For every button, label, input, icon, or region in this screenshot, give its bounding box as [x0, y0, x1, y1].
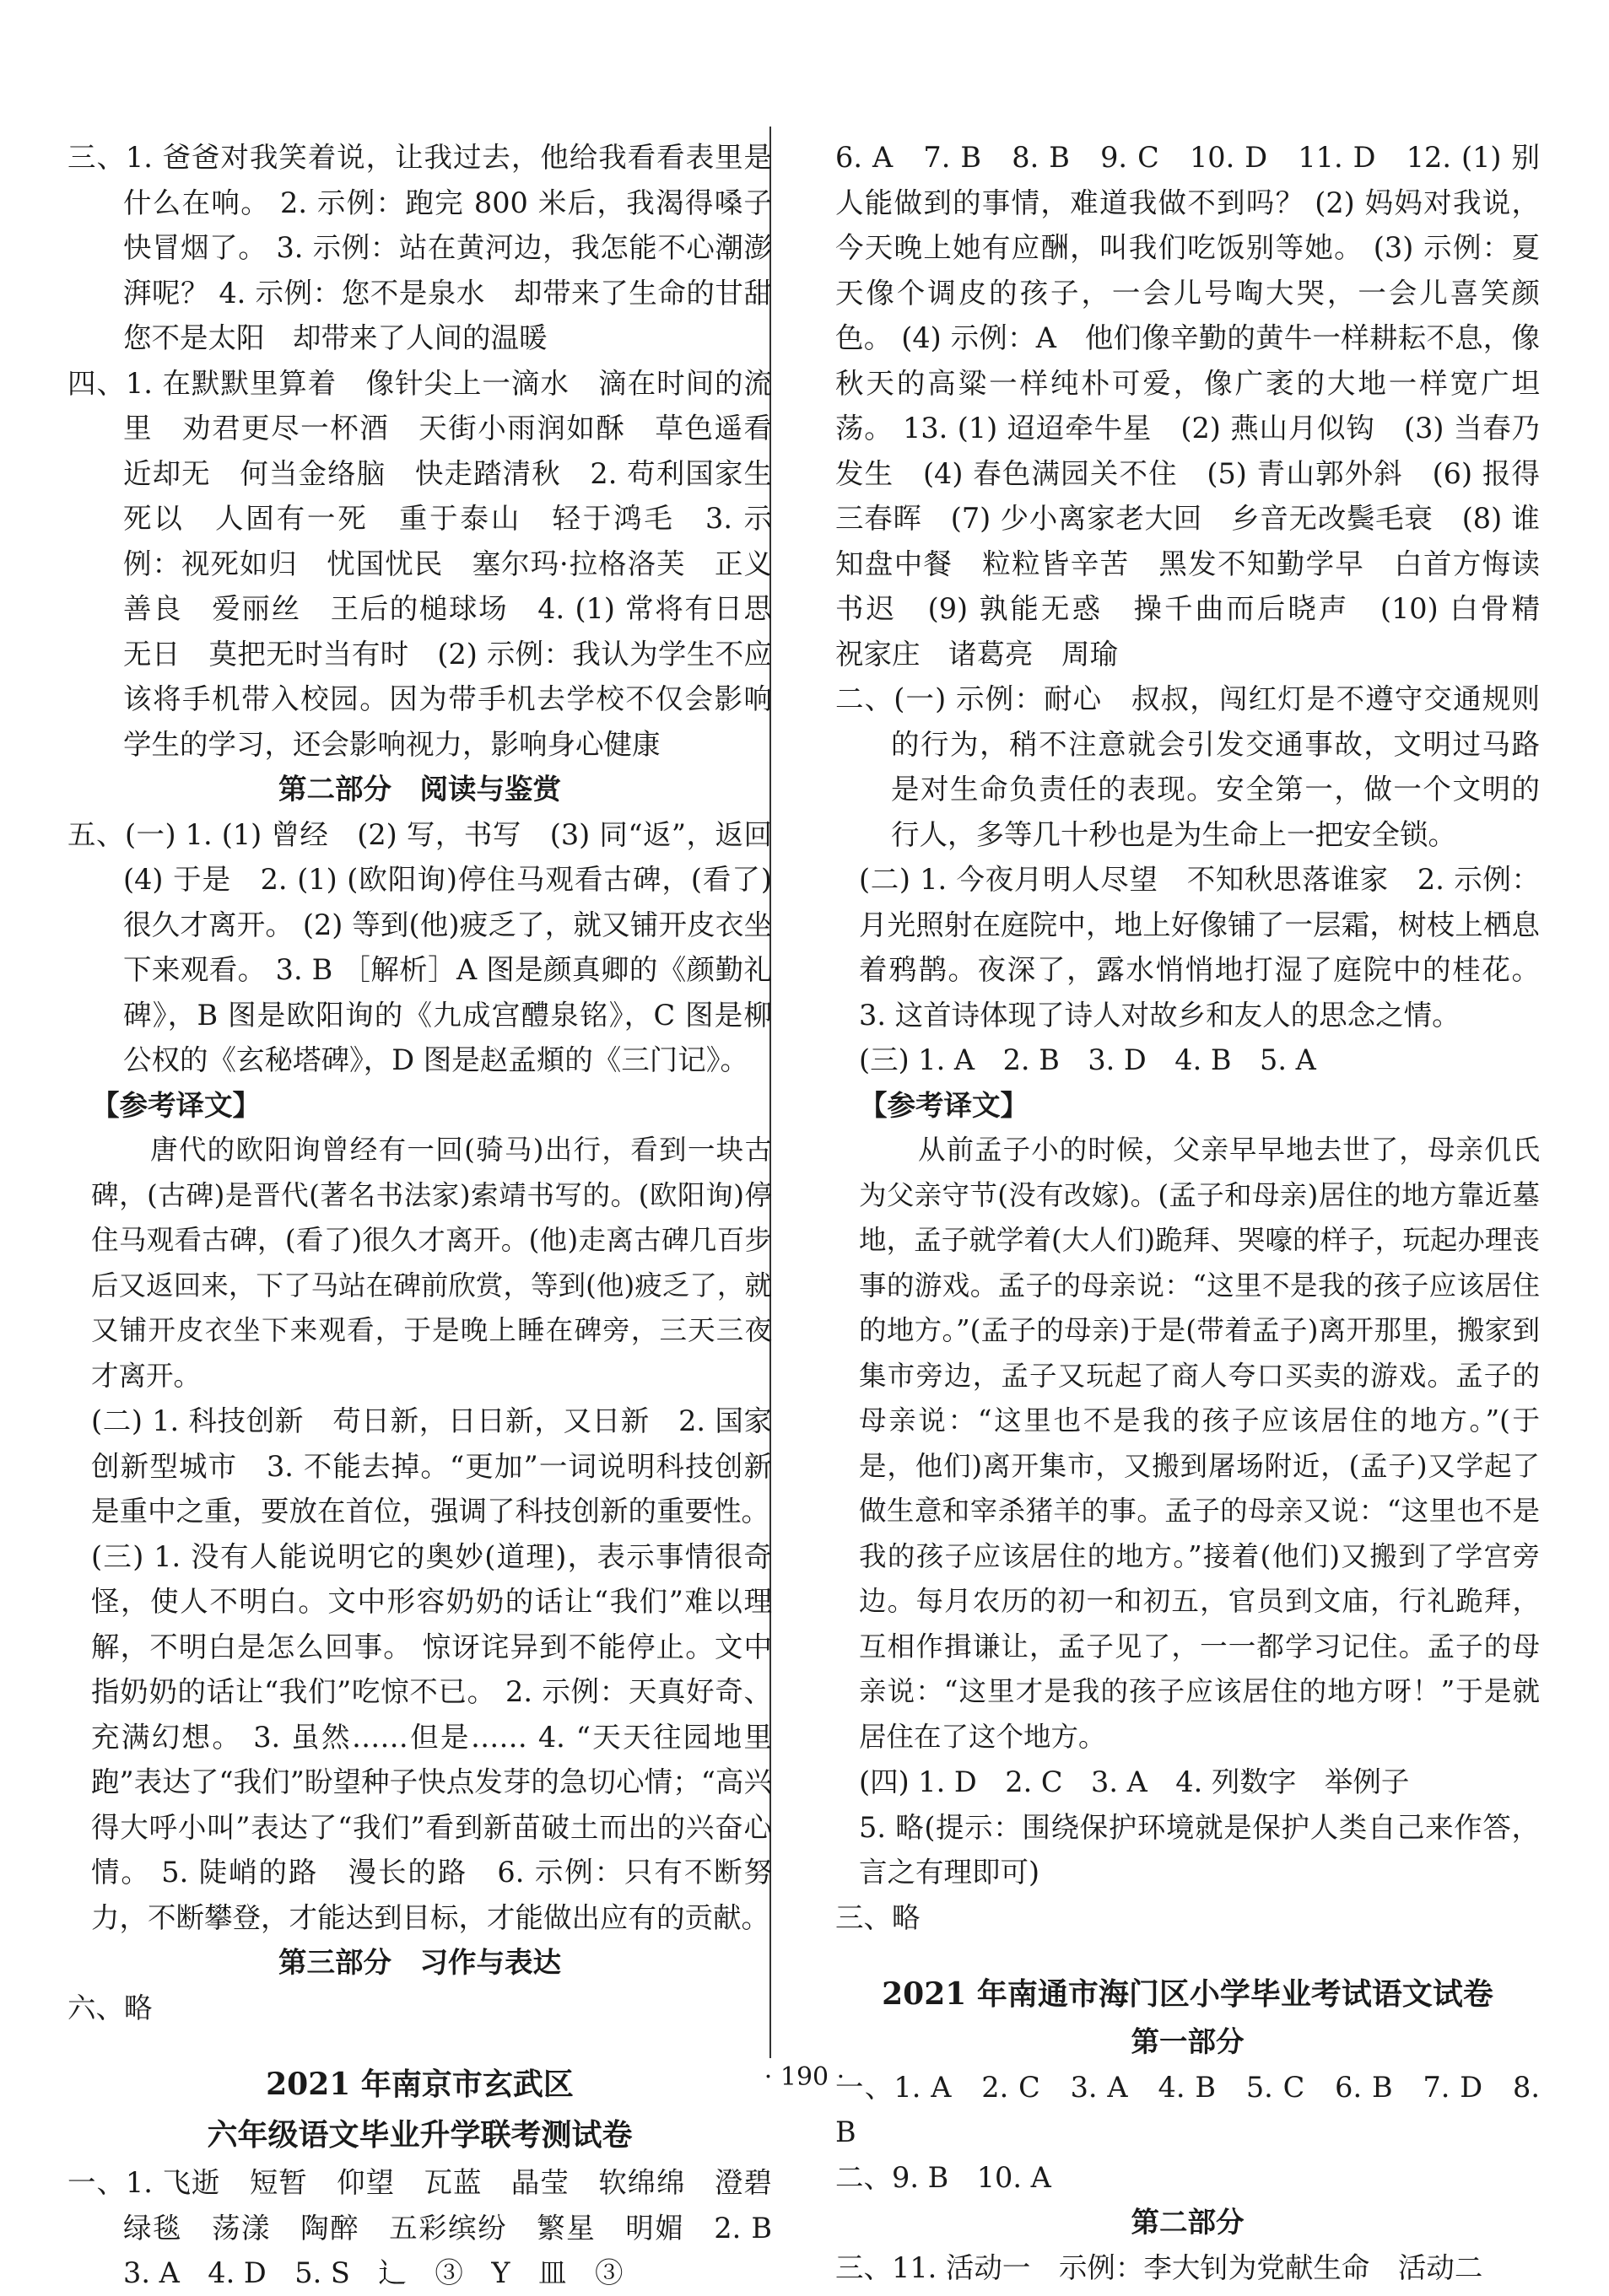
part3-heading: 第三部分 习作与表达 [278, 1946, 561, 1979]
reference-translation-passage: 唐代的欧阳询曾经有一回(骑马)出行，看到一块古碑，(古碑)是晋代(著名书法家)索靖书写的。(欧阳询)停住马观看古碑，(看了)很久才离开。(他)走离古碑几百步后又返回来，下了马站在碑前欣赏，等到(他)疲乏了，就又铺开皮衣坐下来观看，于是晚上睡在碑旁，三天三夜才离开。 [91, 1134, 772, 1392]
answers-1-8: 一、1. A 2. C 3. A 4. B 5. C 6. B 7. D 8. B [835, 2070, 1540, 2148]
answer-section-5: 五、(一) 1. (1) 曾经 (2) 写，书写 (3) 同“返”，返回 (4) 于是 2. (1) (欧阳询)停住马观看古碑，(看了)很久才离开。 (2) 等到(他)疲乏了，就又铺开皮衣坐下来观看。 3. B ［解析］A 图是颜真卿的《颜勤礼碑》，B 图是欧阳询的《九成宫醴泉铭》，C 图是柳公权的《玄秘塔碑》，D 图是赵孟頫的《三门记》。 [67, 817, 801, 1076]
reference-translation-label: 【参考译文】 [91, 1088, 261, 1122]
answer-section-2-1: 二、(一) 示例：耐心 叔叔，闯红灯是不遵守交通规则的行为，稍不注意就会引发交通事故，文明过马路是对生命负责任的表现。安全第一，做一个文明的行人，多等几十秒也是为生命上一把安全锁。 [835, 682, 1540, 851]
answer-section-2-4: (四) 1. D 2. C 3. A 4. 列数字 举例子 [859, 1765, 1410, 1798]
reference-translation-passage: 从前孟子小的时候，父亲早早地去世了，母亲仉氏为父亲守节(没有改嫁)。(孟子和母亲)居住的地方靠近墓地，孟子就学着(大人们)跪拜、哭嚎的样子，玩起办理丧事的游戏。孟子的母亲说：“这里不是我的孩子应该居住的地方。”(孟子的母亲)于是(带着孟子)离开那里，搬家到集市旁边，孟子又玩起了商人夸口买卖的游戏。孟子的母亲说：“这里也不是我的孩子应该居住的地方。”(于是，他们)离开集市，又搬到屠场附近，(孟子)又学起了做生意和宰杀猪羊的事。孟子的母亲又说：“这里也不是我的孩子应该居住的地方。”接着(他们)又搬到了学宫旁边。每月农历的初一和初五，官员到文庙，行礼跪拜，互相作揖谦让，孟子见了，一一都学习记住。孟子的母亲说：“这里才是我的孩子应该居住的地方呀！”于是就居住在了这个地方。 [859, 1134, 1540, 1753]
answer-11: 三、11. 活动一 示例：李大钊为党献生命 活动二 [835, 2250, 1483, 2284]
answer-section-4: 四、1. 在默默里算着 像针尖上一滴水 滴在时间的流里 劝君更尽一杯酒 天街小雨润如酥 草色遥看近却无 何当金络脑 快走踏清秋 2. 苟利国家生死以 人固有一死 重于泰山 轻于鸿毛 3. 示例：视死如归 忧国忧民 塞尔玛·拉格洛芙 正义善良 爱丽丝 王后的槌球场 4. (1) 常将有日思无日 莫把无时当有时 (2) 示例：我认为学生不应该将手机带入校园。因为带手机去学校不仅会影响学生的学习，还会影响视力，影响身心健康 [67, 366, 772, 761]
reference-translation-label: 【参考译文】 [859, 1088, 1029, 1122]
exam-title: 2021 年南通市海门区小学毕业考试语文试卷 [882, 1976, 1493, 2012]
page-number: · 190 · [764, 2062, 845, 2092]
answer-section-3: 三、略 [835, 1900, 921, 1934]
left-column [67, 135, 801, 2296]
answer-section-6: 六、略 [67, 1991, 153, 2024]
exam-title-line-2: 六年级语文毕业升学联考测试卷 [207, 2117, 633, 2153]
answer-section-5-3: (三) 1. 没有人能说明它的奥妙(道理)，表示事情很奇怪，使人不明白。文中形容奶奶的话让“我们”难以理解，不明白是怎么回事。 惊讶诧异到不能停止。文中指奶奶的话让“我们”吃惊不已。 2. 示例：天真好奇、充满幻想。 3. 虽然……但是…… 4. “天天往园地里跑”表达了“我们”盼望种子快点发芽的急切心情；“高兴得大呼小叫”表达了“我们”看到新苗破土而出的兴奋心情。 5. 陡峭的路 漫长的路 6. 示例：只有不断努力，不断攀登，才能达到目标，才能做出应有的贡献。 [91, 1539, 772, 1934]
part1-heading: 第一部分 [1131, 2025, 1245, 2058]
answer-section-5-2: (二) 1. 科技创新 苟日新，日日新，又日新 2. 国家创新型城市 3. 不能去掉。“更加”一词说明科技创新是重中之重，要放在首位，强调了科技创新的重要性。 [91, 1404, 772, 1528]
exam2-answer-section-1: 一、1. 飞逝 短暂 仰望 瓦蓝 晶莹 软绵绵 澄碧 绿毯 荡漾 陶醉 五彩缤纷 繁星 明媚 2. B 3. A 4. D 5. S 辶 ③ Y 皿 ③ [67, 2166, 801, 2289]
exam-title-line-1: 2021 年南京市玄武区 [266, 2067, 574, 2102]
answer-section-3: 三、1. 爸爸对我笑着说，让我过去，他给我看看表里是什么在响。 2. 示例：跑完 800 米后，我渴得嗓子快冒烟了。 3. 示例：站在黄河边，我怎能不心潮澎湃呢？ 4. 示例：您不是泉水 却带来了生命的甘甜 您不是太阳 却带来了人间的温暖 [67, 141, 801, 354]
right-column [835, 135, 1569, 2290]
part2-heading: 第二部分 [1131, 2206, 1245, 2239]
answer-section-2-2: (二) 1. 今夜月明人尽望 不知秋思落谁家 2. 示例：月光照射在庭院中，地上好像铺了一层霜，树枝上栖息着鸦鹊。夜深了，露水悄悄地打湿了庭院中的桂花。 3. 这首诗体现了诗人对故乡和友人的思念之情。 [859, 863, 1540, 1032]
answer-section-2-4-5: 5. 略(提示：围绕保护环境就是保护人类自己来作答，言之有理即可) [859, 1810, 1540, 1889]
answer-section-2-3: (三) 1. A 2. B 3. D 4. B 5. A [859, 1043, 1316, 1076]
part2-heading: 第二部分 阅读与鉴赏 [278, 773, 561, 806]
answers-9-10: 二、9. B 10. A [835, 2160, 1051, 2194]
answers-6-13: 6. A 7. B 8. B 9. C 10. D 11. D 12. (1) 别人能做到的事情，难道我做不到吗？ (2) 妈妈对我说，今天晚上她有应酬，叫我们吃饭别等她。 (3) 示例：夏天像个调皮的孩子，一会儿号啕大哭，一会儿喜笑颜色。 (4) 示例：A 他们像辛勤的黄牛一样耕耘不息，像秋天的高粱一样纯朴可爱，像广袤的大地一样宽广坦荡。 13. (1) 迢迢牵牛星 (2) 燕山月似钩 (3) 当春乃发生 (4) 春色满园关不住 (5) 青山郭外斜 (6) 报得三春晖 (7) 少小离家老大回 乡音无改鬓毛衰 (8) 谁知盘中餐 粒粒皆辛苦 黑发不知勤学早 白首方悔读书迟 (9) 孰能无惑 操千曲而后晓声 (10) 白骨精 祝家庄 诸葛亮 周瑜 [835, 141, 1569, 671]
